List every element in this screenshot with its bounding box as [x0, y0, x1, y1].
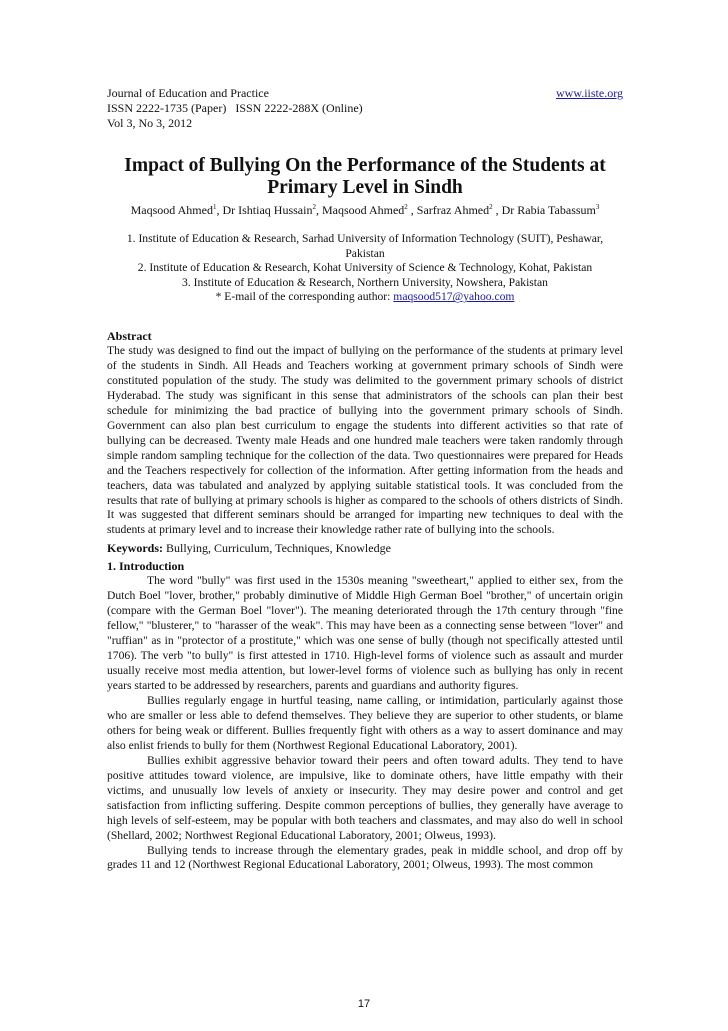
author-list: Maqsood Ahmed$^1$, Dr Ishtiaq Hussain$^2$, Maqsood Ahmed$^2$ , Sarfraz Ahmed$^2$ , Dr Rabia Tabassum$^3$ — [130, 203, 600, 217]
author-superscript: 2 — [312, 203, 316, 211]
paper-title: Impact of Bullying On the Performance of the Students at Primary Level in Sindh — [124, 155, 606, 198]
author-name: Maqsood Ahmed — [321, 203, 405, 217]
journal-header — [107, 86, 623, 131]
intro-paragraph-3: Bullies exhibit aggressive behavior toward their peers and often toward adults. They tend to have positive attitudes toward violence, are impulsive, like to dominate others, have little empathy with their victims, and unusually low levels of anxiety or insecurity. They may desire power and control and get satisfaction from inflicting suffering. Despite common perceptions of bullies, they generally have average to high levels of self-esteem, may be popular with both teachers and classmates, and may also do well in school (Shellard, 2002; Northwest Regional Educational Laboratory, 2001; Olweus, 1993). — [107, 753, 623, 842]
volume-line: Vol 3, No 3, 2012 — [107, 116, 193, 130]
page-number: 17 — [357, 998, 371, 1010]
author-name: Maqsood Ahmed — [130, 203, 213, 217]
intro-paragraph-1: The word "bully" was first used in the 1530s meaning "sweetheart," applied to either sex, from the Dutch Boel "lover, brother," probably diminutive of Middle High German Boel "brother," of uncertain origin (compare with the German Boel "lover"). The meaning deteriorated through the 17th century through "fine fellow," "blusterer," to "harasser of the weak". This may have been as a connecting sense between "lover" and "ruffian" as in "protector of a prostitute," which was one sense of bully (though not specifically attested until 1706). The verb "to bully" is first attested in 1710. High-level forms of violence such as assault and murder usually receive most media attention, but lower-level forms of violence such as bullying has only in recent years started to be addressed by researchers, parents and guardians and authority figures. — [107, 574, 623, 693]
journal-name: Journal of Education and Practice — [107, 86, 269, 100]
author-name: Dr Rabia Tabassum — [501, 203, 596, 217]
author-name: Sarfraz Ahmed — [416, 203, 490, 217]
page-content — [107, 86, 623, 873]
author-superscript: 3 — [595, 203, 600, 211]
affiliations — [107, 232, 623, 305]
abstract-text: The study was designed to find out the impact of bullying on the performance of the students at primary level of the students in Sindh. All Heads and Teachers working at government primary schools of Sindh were constituted population of the study. The study was delimited to the government primary schools of district Hyderabad. The study was significant in this sense that administrators of the schools can plan their best schedule for minimizing the bad practice of bullying into the government primary schools of Sindh. Government can also plan best curriculum to engage the students into different activities so that rate of bullying can be decreased. Twenty male Heads and one hundred male teachers were taken randomly through simple random sampling technique for the collection of the data. Two questionnaires were prepared for Heads and the Teachers respectively for collection of the information. After getting information from the heads and teachers, data was tabulated and analyzed by applying suitable statistical tools. It was concluded from the results that rate of bullying at primary schools is higher as compared to the schools of others districts of Sindh. It was suggested that different seminars should be arranged for imparting new techniques to deal with the students at primary level and to increase their knowledge rather rate of bullying into the schools. — [107, 343, 623, 537]
keywords-text: Bullying, Curriculum, Techniques, Knowledge — [163, 541, 391, 556]
email-link[interactable]: maqsood517@yahoo.com — [393, 290, 515, 304]
author-name: Dr Ishtiaq Hussain — [222, 203, 313, 217]
keywords-line — [107, 541, 623, 556]
author-superscript: 2 — [404, 203, 408, 211]
author-superscript: 2 — [489, 203, 493, 211]
author-superscript: 1 — [212, 203, 217, 211]
journal-website-link[interactable]: www.iiste.org — [556, 86, 623, 100]
corresponding-email-line: * E-mail of the corresponding author: maqsood517@yahoo.com — [215, 290, 515, 304]
intro-paragraph-4: Bullying tends to increase through the elementary grades, peak in middle school, and drop off by grades 11 and 12 (Northwest Regional Educational Laboratory, 2001; Olweus, 1993). The most common — [107, 843, 623, 872]
affiliation-3: 3. Institute of Education & Research, Northern University, Nowshera, Pakistan — [182, 275, 548, 289]
keywords-label: Keywords: — [107, 541, 163, 556]
introduction-heading: 1. Introduction — [107, 559, 185, 574]
affiliation-1: 1. Institute of Education & Research, Sarhad University of Information Technology (SUIT), Peshawar, Pakistan — [126, 232, 604, 260]
intro-paragraph-2: Bullies regularly engage in hurtful teasing, name calling, or intimidation, particularly against those who are smaller or less able to defend themselves. They believe they are superior to other students, or blame others for being weak or different. Bullies frequently fight with others as a way to assert dominance and may also enlist friends to bully for them (Northwest Regional Educational Laboratory, 2001). — [107, 693, 623, 752]
issn-line: ISSN 2222-1735 (Paper) ISSN 2222-288X (Online) — [107, 101, 363, 115]
abstract-heading: Abstract — [107, 328, 152, 343]
affiliation-2: 2. Institute of Education & Research, Kohat University of Science & Technology, Kohat, Pakistan — [137, 261, 593, 275]
